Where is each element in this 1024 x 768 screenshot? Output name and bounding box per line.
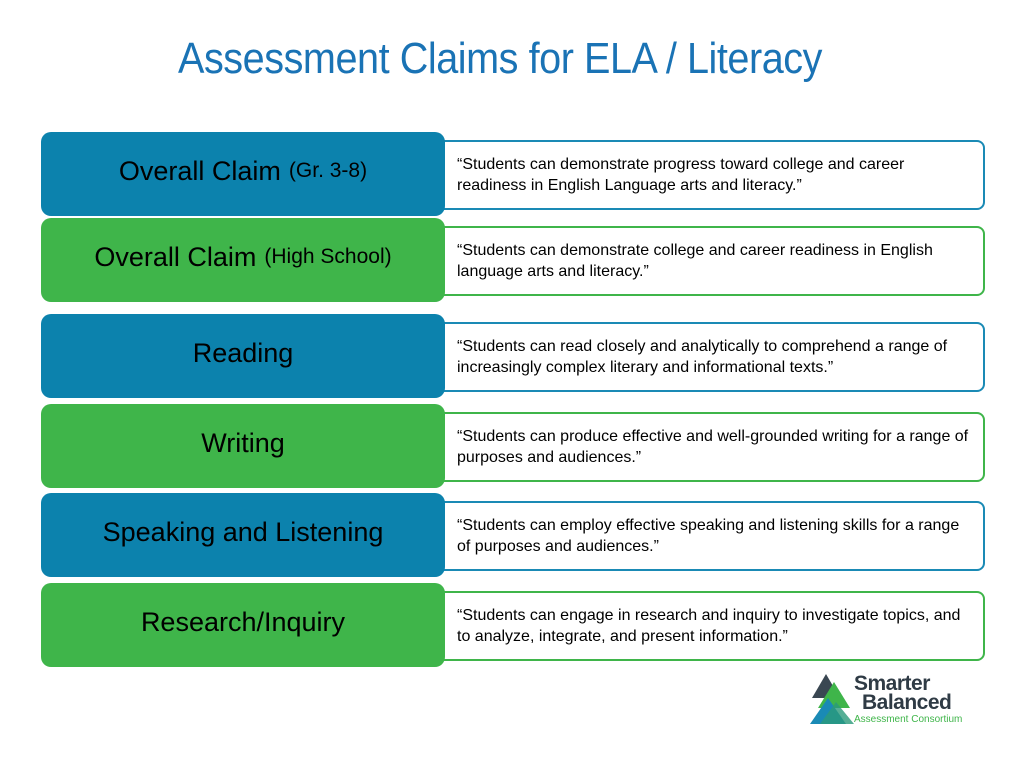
claim-description: “Students can read closely and analytically to comprehend a range of increasingly complex literary and informational texts.” [421,322,985,392]
claim-label-box [41,583,445,667]
smarter-balanced-triangles-logo-icon [810,672,856,726]
slide-title: Assessment Claims for ELA / Literacy [177,34,823,83]
claim-description: “Students can produce effective and well-grounded writing for a range of purposes and audiences.” [421,412,985,482]
logo-word-smarter: Smarter [854,672,930,695]
claim-label: Speaking and Listening [102,516,384,547]
claim-description: “Students can demonstrate college and career readiness in English language arts and literacy.” [421,226,985,296]
claim-label: Writing [201,427,285,458]
claim-label: Overall Claim [94,241,257,272]
claim-label: Research/Inquiry [140,606,346,637]
claim-label-box [41,218,445,302]
claim-sublabel: (High School) [264,245,392,268]
smarter-balanced-logo [810,672,980,728]
claim-label: Reading [192,337,294,368]
claim-label-box [41,493,445,577]
claim-label-box [41,132,445,216]
claim-label-box [41,314,445,398]
claim-description: “Students can engage in research and inquiry to investigate topics, and to analyze, integrate, and present information.” [421,591,985,661]
logo-word-balanced: Balanced [862,691,952,714]
claim-sublabel: (Gr. 3-8) [288,159,368,182]
claim-label: Overall Claim [118,155,281,186]
claim-label-box [41,404,445,488]
claim-description: “Students can employ effective speaking and listening skills for a range of purposes and audiences.” [421,501,985,571]
claim-description: “Students can demonstrate progress toward college and career readiness in English Language arts and literacy.” [421,140,985,210]
logo-tagline: Assessment Consortium [854,714,963,725]
